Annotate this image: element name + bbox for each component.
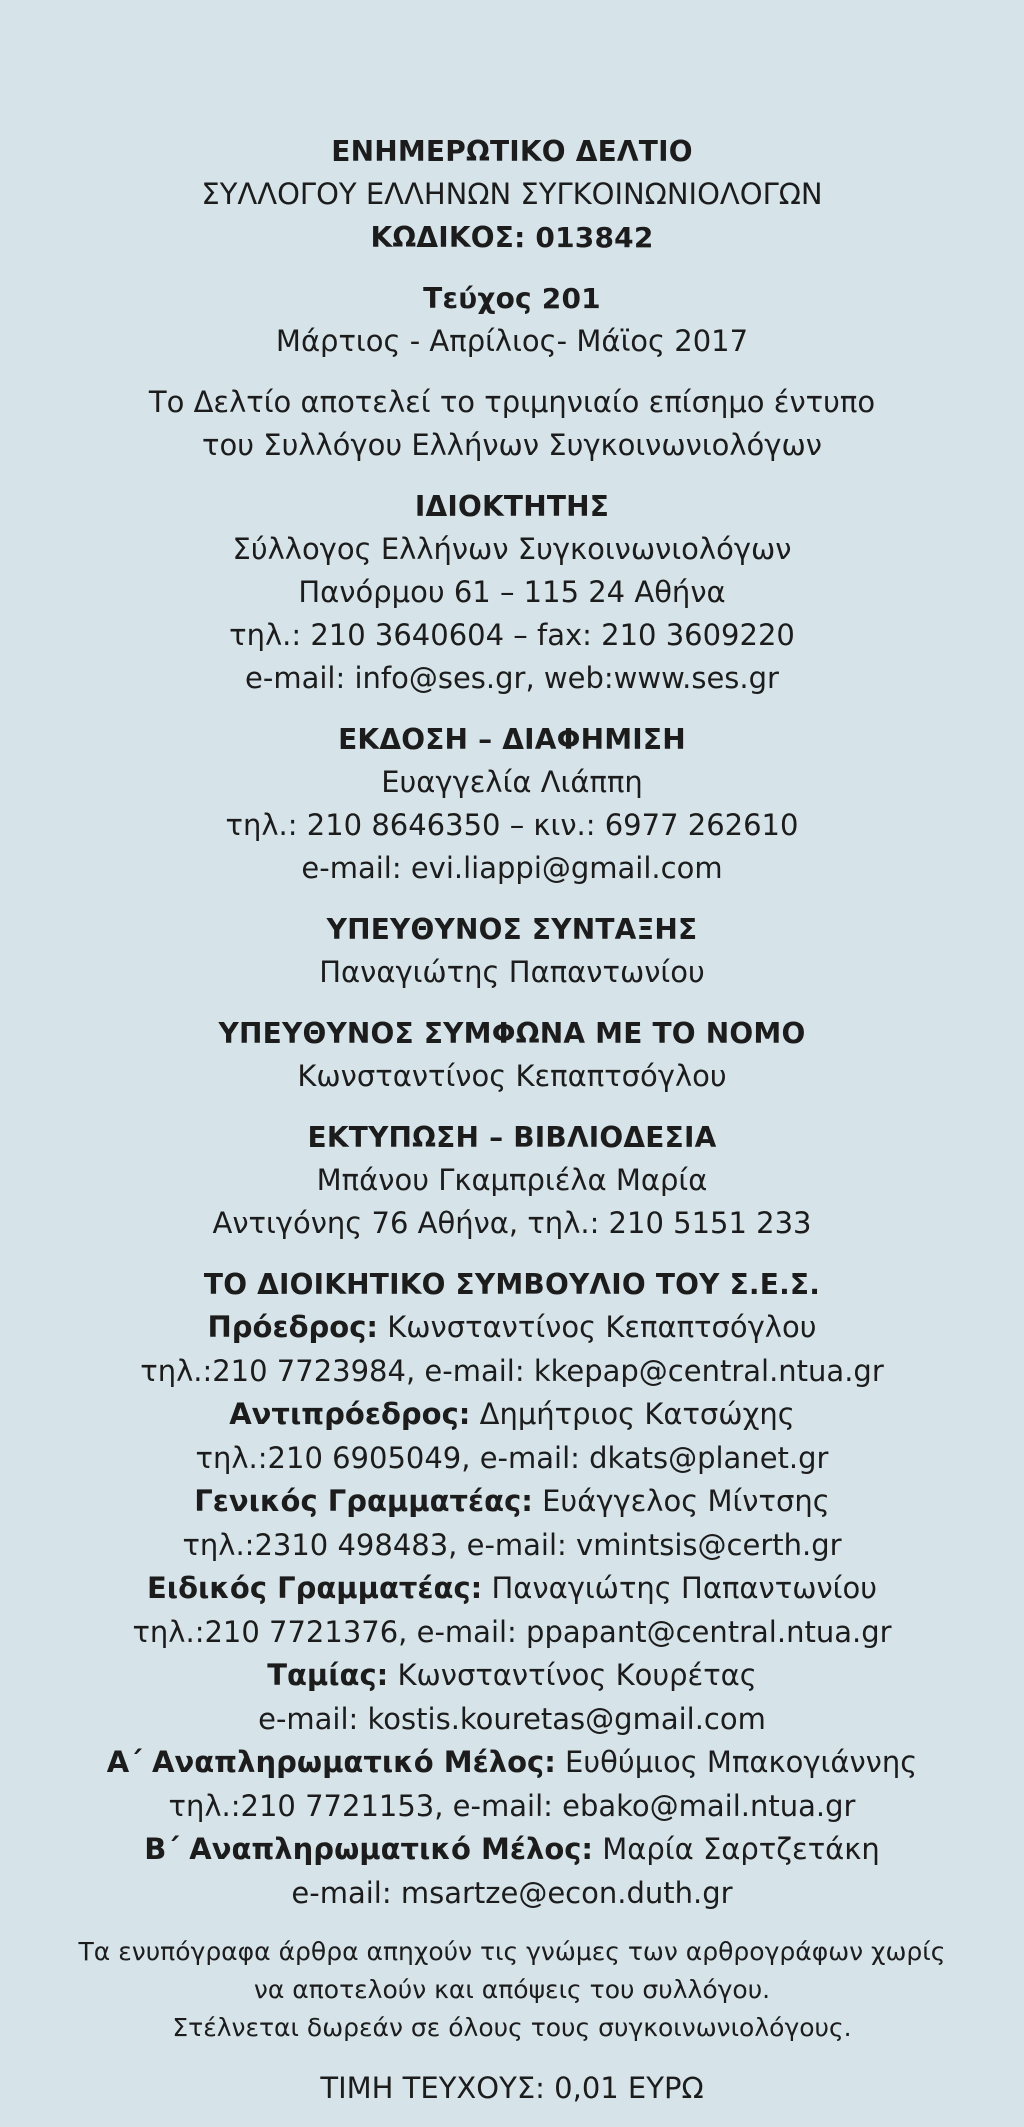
board-member-role-line [0,1480,1024,1524]
legal-block [0,1012,1024,1098]
member-role: Ταμίας: [267,1658,389,1692]
board-member-role-line [0,1567,1024,1611]
member-name: Παναγιώτης Παπαντωνίου [482,1571,878,1605]
member-contact: τηλ.:210 7721153, e-mail: ebako@mail.ntua.gr [168,1788,856,1823]
board-member-role-line [0,1654,1024,1698]
owner-address: Πανόρμου 61 – 115 24 Αθήνα [298,575,726,609]
editor-name: Παναγιώτης Παπαντωνίου [319,955,705,989]
printing-address: Αντιγόνης 76 Αθήνα, τηλ.: 210 5151 233 [212,1206,812,1240]
board-member-role-line [0,1393,1024,1437]
member-name: Κωνσταντίνος Κουρέτας [388,1658,757,1692]
board-heading: ΤΟ ΔΙΟΙΚΗΤΙΚΟ ΣΥΜΒΟΥΛΙΟ ΤΟΥ Σ.Ε.Σ. [203,1268,821,1301]
member-name: Ευθύμιος Μπακογιάννης [555,1745,918,1779]
header-block [0,130,1024,259]
description-line-1: Το Δελτίο αποτελεί το τριμηνιαίο επίσημο έντυπο [148,385,876,419]
printing-heading: ΕΚΤΥΠΩΣΗ – ΒΙΒΛΙΟΔΕΣΙΑ [307,1121,717,1154]
issue-number: Τεύχος 201 [423,282,601,315]
description-line-2: του Συλλόγου Ελλήνων Συγκοινωνιολόγων [202,428,822,462]
owner-email: e-mail: info@ses.gr, web:www.ses.gr [245,661,779,695]
owner-phone: τηλ.: 210 3640604 – fax: 210 3609220 [229,618,795,652]
member-name: Δημήτριος Κατσώχης [470,1397,795,1431]
board-member-role-line [0,1828,1024,1872]
issue-period: Μάρτιος - Απρίλιος- Μάϊος 2017 [275,324,749,358]
issue-block [0,277,1024,363]
disclaimer-line-3: Στέλνεται δωρεάν σε όλους τους συγκοινωνιολόγους. [172,2013,852,2042]
publishing-heading: ΕΚΔΟΣΗ – ΔΙΑΦΗΜΙΣΗ [338,723,686,756]
owner-heading: ΙΔΙΟΚΤΗΤΗΣ [414,490,610,523]
disclaimer-line-1: Τα ενυπόγραφα άρθρα απηχούν τις γνώμες των αρθρογράφων χωρίς [78,1937,946,1966]
member-role: Β΄ Αναπληρωματικό Μέλος: [144,1832,594,1866]
board-block [0,1263,1024,1915]
member-contact: τηλ.:210 7721376, e-mail: ppapant@central.ntua.gr [132,1614,892,1649]
disclaimer-line-2: να αποτελούν και απόψεις του συλλόγου. [253,1975,771,2004]
newsletter-title: ΕΝΗΜΕΡΩΤΙΚΟ ΔΕΛΤΙΟ [331,135,693,168]
editor-block [0,908,1024,994]
legal-heading: ΥΠΕΥΘΥΝΟΣ ΣΥΜΦΩΝΑ ΜΕ ΤΟ ΝΟΜΟ [218,1017,806,1050]
member-contact: e-mail: kostis.kouretas@gmail.com [258,1701,766,1736]
publishing-name: Ευαγγελία Λιάππη [381,765,643,799]
editor-heading: ΥΠΕΥΘΥΝΟΣ ΣΥΝΤΑΞΗΣ [326,913,698,946]
publishing-phone: τηλ.: 210 8646350 – κιν.: 6977 262610 [225,808,799,842]
printing-name: Μπάνου Γκαμπριέλα Μαρία [316,1163,708,1197]
member-role: Α΄ Αναπληρωματικό Μέλος: [106,1745,556,1779]
newsletter-code: ΚΩΔΙΚΟΣ: 013842 [370,221,654,254]
member-role: Πρόεδρος: [207,1310,378,1344]
printing-block [0,1116,1024,1245]
owner-name: Σύλλογος Ελλήνων Συγκοινωνιολόγων [232,532,792,566]
publishing-block [0,718,1024,890]
board-member-role-line [0,1306,1024,1350]
member-contact: τηλ.:210 6905049, e-mail: dkats@planet.gr [195,1440,829,1475]
member-role: Γενικός Γραμματέας: [194,1484,533,1518]
member-contact: τηλ.:210 7723984, e-mail: kkepap@central.ntua.gr [140,1353,884,1388]
publishing-email: e-mail: evi.liappi@gmail.com [301,851,723,885]
member-contact: τηλ.:2310 498483, e-mail: vmintsis@certh.gr [182,1527,842,1562]
member-name: Κωνσταντίνος Κεπαπτσόγλου [378,1310,817,1344]
member-role: Αντιπρόεδρος: [229,1397,471,1431]
member-name: Μαρία Σαρτζετάκη [593,1832,880,1866]
board-member-role-line [0,1741,1024,1785]
disclaimer-block [0,1933,1024,2047]
price-block [0,2067,1024,2110]
issue-price: ΤΙΜΗ ΤΕΥΧΟΥΣ: 0,01 ΕΥΡΩ [320,2071,704,2105]
description-block [0,381,1024,467]
association-name: ΣΥΛΛΟΓΟΥ ΕΛΛΗΝΩΝ ΣΥΓΚΟΙΝΩΝΙΟΛΟΓΩΝ [201,177,823,211]
legal-name: Κωνσταντίνος Κεπαπτσόγλου [297,1059,727,1093]
member-role: Ειδικός Γραμματέας: [146,1571,483,1605]
member-name: Ευάγγελος Μίντσης [532,1484,830,1518]
member-contact: e-mail: msartze@econ.duth.gr [291,1875,733,1910]
owner-block [0,485,1024,700]
